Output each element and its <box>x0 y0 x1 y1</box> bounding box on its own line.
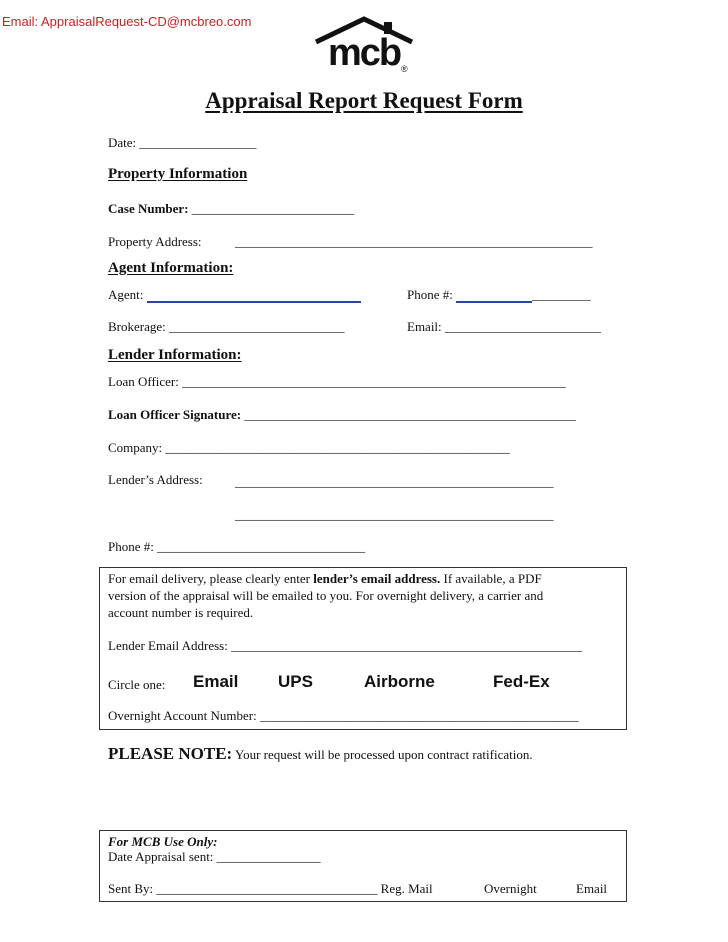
lender-address-line-2[interactable]: _________________________________________________ <box>235 507 554 522</box>
please-note-text: Your request will be processed upon contract ratification. <box>232 747 533 762</box>
email-option[interactable]: Email <box>576 881 608 896</box>
registered-mark: ® <box>401 64 408 74</box>
form-title: Appraisal Report Request Form <box>205 88 523 113</box>
loan-officer-signature-field[interactable] <box>108 407 576 423</box>
agent-blank[interactable] <box>147 287 361 303</box>
lender-address-line-1[interactable]: _________________________________________________ <box>235 474 554 489</box>
agent-phone-tail: _________ <box>532 287 591 302</box>
lender-heading: Lender Information: <box>108 347 242 363</box>
delivery-line-1-post: If available, a PDF <box>440 571 542 586</box>
lender-phone-field[interactable]: Phone #: ________________________________ <box>108 539 366 554</box>
agent-field[interactable] <box>108 287 361 303</box>
loan-officer-field[interactable]: Loan Officer: ___________________________________________________________ <box>108 374 566 389</box>
case-number-field[interactable] <box>108 201 354 217</box>
delivery-line-1 <box>108 571 542 587</box>
signature-blank[interactable]: ___________________________________________________ <box>241 407 576 422</box>
please-note <box>108 744 533 764</box>
option-fedex[interactable]: Fed-Ex <box>493 672 550 691</box>
property-address-field[interactable]: _______________________________________________________ <box>235 234 593 249</box>
agent-email-field[interactable]: Email: ________________________ <box>407 319 601 334</box>
agent-heading: Agent Information: <box>108 260 234 276</box>
circle-one-label: Circle one: <box>108 677 166 692</box>
date-field[interactable]: Date: __________________ <box>108 135 257 150</box>
overnight-account-field[interactable]: Overnight Account Number: _________________________________________________ <box>108 708 579 723</box>
agent-phone-label: Phone #: <box>407 287 453 302</box>
lender-address-label: Lender’s Address: <box>108 472 203 487</box>
delivery-line-3: account number is required. <box>108 605 254 620</box>
option-email[interactable]: Email <box>193 672 239 691</box>
property-heading: Property Information <box>108 166 248 182</box>
delivery-line-1-pre: For email delivery, please clearly enter <box>108 571 314 586</box>
agent-phone-blank[interactable] <box>456 287 532 303</box>
agent-label: Agent: <box>108 287 144 302</box>
logo-text: mcb <box>328 32 401 74</box>
option-ups[interactable]: UPS <box>278 672 313 691</box>
case-number-blank[interactable]: _________________________ <box>188 201 355 216</box>
property-address-label: Property Address: <box>108 234 202 249</box>
please-note-label: PLEASE NOTE: <box>108 744 233 763</box>
option-airborne[interactable]: Airborne <box>364 672 435 691</box>
agent-phone-field[interactable] <box>407 287 591 303</box>
signature-label: Loan Officer Signature: <box>108 407 242 422</box>
brokerage-field[interactable]: Brokerage: ___________________________ <box>108 319 345 334</box>
header-email: Email: AppraisalRequest-CD@mcbreo.com <box>2 14 252 29</box>
mcb-logo <box>314 16 414 78</box>
delivery-line-2: version of the appraisal will be emailed to you. For overnight delivery, a carrier and <box>108 588 544 603</box>
sent-by-field[interactable]: Sent By: __________________________________ Reg. Mail <box>108 881 433 896</box>
company-field[interactable]: Company: _____________________________________________________ <box>108 440 510 455</box>
date-appraisal-sent-field[interactable]: Date Appraisal sent: ________________ <box>108 849 321 864</box>
lender-email-field[interactable]: Lender Email Address: ______________________________________________________ <box>108 638 583 653</box>
delivery-line-1-bold: lender’s email address. <box>313 571 441 586</box>
overnight-option[interactable]: Overnight <box>484 881 537 896</box>
case-number-label: Case Number: <box>108 201 189 216</box>
mcb-use-heading: For MCB Use Only: <box>108 834 218 849</box>
